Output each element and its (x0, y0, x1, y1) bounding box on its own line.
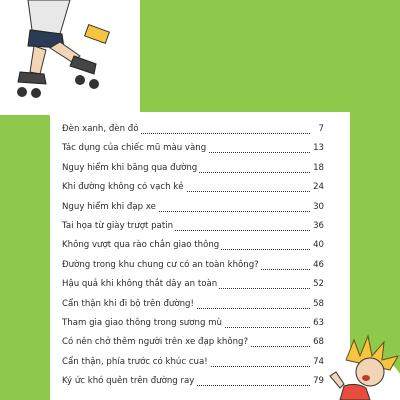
toc-entry-title: Hậu quả khi không thắt dây an toàn (62, 279, 218, 290)
toc-entry[interactable] (62, 256, 324, 275)
toc-entry[interactable] (62, 159, 324, 178)
toc-entry-title: Cẩn thận khi đi bộ trên đường! (62, 298, 194, 309)
toc-entry[interactable] (62, 236, 324, 255)
toc-entry[interactable] (62, 120, 324, 139)
toc-entry-page: 7 (318, 124, 324, 134)
toc-entry-page: 79 (313, 376, 324, 387)
toc-entry-page: 24 (313, 182, 324, 193)
toc-entry[interactable] (62, 372, 324, 391)
toc-entry-page: 68 (313, 337, 324, 348)
toc-entry[interactable] (62, 275, 324, 294)
shouting-boy-illustration (310, 330, 400, 400)
toc-entry-page: 52 (313, 279, 324, 290)
toc-entry-page: 63 (313, 317, 324, 328)
toc-entry-page: 30 (313, 201, 324, 212)
toc-entry-title: Đường trong khu chung cư có an toàn không? (62, 259, 259, 270)
table-of-contents (62, 120, 324, 391)
toc-entry-page: 58 (313, 298, 324, 309)
toc-entry[interactable] (62, 314, 324, 333)
toc-entry-title: Đèn xanh, đèn đỏ (62, 124, 139, 134)
toc-entry-page: 18 (313, 162, 324, 173)
toc-entry-page: 74 (313, 356, 324, 367)
toc-entry-title: Khi đường không có vạch kẻ (62, 182, 184, 193)
toc-entry-title: Có nên chở thêm người trên xe đạp không? (62, 337, 249, 348)
toc-entry-title: Cẩn thận, phía trước có khúc cua! (62, 356, 208, 367)
toc-entry-page: 40 (313, 240, 324, 251)
toc-entry[interactable] (62, 353, 324, 372)
toc-entry-title: Ký ức khó quên trên đường ray (62, 376, 195, 387)
toc-entry[interactable] (62, 198, 324, 217)
toc-entry-title: Tham gia giao thông trong sương mù (62, 317, 222, 328)
toc-entry-title: Tác dụng của chiếc mũ màu vàng (62, 143, 207, 154)
toc-entry-page: 13 (313, 143, 324, 154)
toc-entry-page: 46 (313, 259, 324, 270)
toc-entry[interactable] (62, 217, 324, 236)
toc-entry[interactable] (62, 178, 324, 197)
toc-entry-title: Nguy hiểm khi đạp xe (62, 201, 156, 212)
toc-entry[interactable] (62, 333, 324, 352)
toc-entry-title: Tai họa từ giày trượt patin (62, 220, 174, 231)
toc-entry[interactable] (62, 295, 324, 314)
toc-entry-title: Không vượt qua rào chắn giao thông (62, 240, 220, 251)
boy-rollerskating-illustration (0, 0, 140, 115)
toc-entry-page: 36 (313, 220, 324, 231)
toc-entry[interactable] (62, 139, 324, 158)
toc-entry-title: Nguy hiểm khi băng qua đường (62, 162, 198, 173)
